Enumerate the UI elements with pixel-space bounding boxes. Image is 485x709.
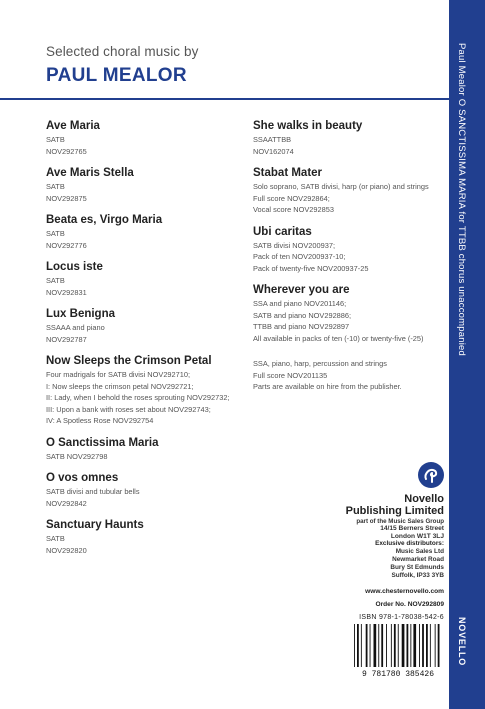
barcode-bar — [374, 624, 377, 667]
isbn: ISBN 978-1-78038-542-6 — [359, 614, 444, 621]
work-detail: NOV292765 — [46, 146, 87, 156]
barcode-bar — [435, 624, 436, 667]
work-title: She walks in beauty — [253, 120, 363, 132]
work-title: Beata es, Virgo Maria — [46, 214, 163, 226]
work-entry — [253, 167, 443, 216]
publisher-name-line1: Novello — [404, 493, 444, 505]
work-detail: SATB — [46, 229, 65, 238]
hire-note — [253, 358, 443, 393]
work-title: Locus iste — [46, 261, 103, 273]
barcode-bar — [419, 624, 420, 667]
work-detail: SATB — [46, 276, 65, 285]
header-rule — [0, 98, 449, 100]
work-detail: SSA and piano NOV201146; — [253, 299, 347, 308]
work-detail: SATB divisi NOV200937; — [253, 240, 336, 250]
work-detail: I: Now sleeps the crimson petal NOV292721; — [46, 381, 194, 391]
distributor-line: Music Sales Ltd — [395, 548, 444, 555]
novello-logo-icon — [418, 462, 444, 488]
barcode-bar — [407, 624, 409, 667]
barcode-bar — [391, 624, 392, 667]
work-title: Sanctuary Haunts — [46, 519, 144, 531]
distributors-heading: Exclusive distributors: — [375, 540, 444, 547]
work-detail: SATB NOV292798 — [46, 451, 108, 461]
work-entry — [253, 120, 443, 157]
note-line: Parts are available on hire from the publisher. — [253, 382, 402, 391]
publisher-address-2: London W1T 3LJ — [390, 533, 444, 540]
publisher-address-1: 14/15 Berners Street — [380, 525, 444, 532]
work-detail: SATB — [46, 182, 65, 191]
work-title: Lux Benigna — [46, 308, 116, 320]
work-detail: III: Upon a bank with roses set about NOV292743; — [46, 404, 211, 414]
work-entry — [46, 308, 256, 345]
work-detail: IV: A Spotless Rose NOV292754 — [46, 416, 154, 425]
barcode-bar — [402, 624, 405, 667]
works-right-column — [253, 120, 443, 393]
work-detail: Pack of twenty-five NOV200937-25 — [253, 263, 369, 273]
work-entry — [46, 120, 256, 157]
spine-brand: NOVELLO — [457, 617, 467, 667]
barcode-bar — [370, 624, 371, 667]
work-detail: NOV292831 — [46, 287, 87, 297]
work-title: O Sanctissima Maria — [46, 436, 159, 449]
barcode-bar — [357, 624, 359, 667]
work-title: Ubi caritas — [253, 225, 312, 238]
barcode-bar — [398, 624, 399, 667]
work-detail: SATB — [46, 135, 65, 144]
work-entry — [46, 167, 256, 204]
work-title: Stabat Mater — [253, 167, 323, 179]
work-entry — [46, 261, 256, 298]
distributor-line: Suffolk, IP33 3YB — [391, 572, 444, 579]
work-detail: All available in packs of ten (-10) or twenty-five (-25) — [253, 333, 424, 343]
work-detail: SATB divisi and tubular bells — [46, 487, 140, 496]
work-detail: SATB — [46, 534, 65, 543]
work-entry — [46, 214, 256, 251]
barcode-bar — [354, 624, 355, 667]
work-detail: II: Lady, when I behold the roses sprouting NOV292732; — [46, 393, 230, 402]
barcode-bar — [413, 624, 416, 667]
work-entry — [253, 284, 443, 344]
work-entry — [46, 437, 256, 463]
distributor-line: Newmarket Road — [392, 556, 444, 563]
spine-sidebar — [449, 0, 485, 709]
work-detail: Four madrigals for SATB divisi NOV292710; — [46, 370, 191, 379]
note-line: SSA, piano, harp, percussion and strings — [253, 359, 387, 368]
work-detail: NOV292875 — [46, 193, 87, 203]
work-detail: SSAATTBB — [253, 135, 292, 144]
header — [46, 44, 426, 87]
distributor-line: Bury St Edmunds — [390, 564, 444, 571]
work-title: Now Sleeps the Crimson Petal — [46, 355, 212, 367]
work-entry — [46, 519, 256, 556]
work-detail: NOV292820 — [46, 545, 87, 555]
work-title: Ave Maris Stella — [46, 167, 134, 179]
work-title: Wherever you are — [253, 284, 350, 296]
barcode-bar — [430, 624, 431, 667]
publisher-name-line2: Publishing Limited — [345, 505, 444, 517]
note-line: Full score NOV201135 — [253, 370, 328, 380]
barcode-bar — [381, 624, 383, 667]
work-detail: Vocal score NOV292853 — [253, 205, 334, 214]
barcode — [350, 624, 446, 678]
barcode-bar — [378, 624, 379, 667]
barcode-bar — [410, 624, 411, 667]
barcode-bar — [394, 624, 396, 667]
work-detail: NOV292776 — [46, 240, 87, 250]
works-left-column — [46, 120, 256, 566]
publisher-website: www.chesternovello.com — [365, 588, 444, 595]
header-subtitle: Selected choral music by — [46, 44, 199, 59]
work-detail: NOV292842 — [46, 498, 87, 508]
barcode-digits: 9 781780 385426 — [361, 670, 435, 678]
composer-name: PAUL MEALOR — [46, 65, 187, 86]
work-entry — [253, 226, 443, 275]
spine-title: Paul Mealor O SANCTISSIMA MARIA for TTBB chorus unaccompanied — [456, 43, 467, 356]
work-detail: NOV292787 — [46, 334, 87, 344]
order-number: Order No. NOV292809 — [375, 601, 444, 608]
barcode-bar — [366, 624, 368, 667]
work-detail: SSAAA and piano — [46, 323, 105, 332]
work-detail: SATB and piano NOV292886; — [253, 310, 352, 320]
work-detail: Full score NOV292864; — [253, 193, 330, 203]
barcode-bar — [438, 624, 440, 667]
barcode-bar — [361, 624, 362, 667]
work-entry — [46, 472, 256, 509]
barcode-bar — [426, 624, 428, 667]
work-detail: Pack of ten NOV200937-10; — [253, 252, 346, 261]
barcode-bar — [386, 624, 387, 667]
work-detail: NOV162074 — [253, 146, 294, 156]
barcode-bar — [422, 624, 424, 667]
work-detail: TTBB and piano NOV292897 — [253, 322, 350, 331]
work-detail: Solo soprano, SATB divisi, harp (or piano) and strings — [253, 182, 429, 191]
work-title: O vos omnes — [46, 472, 119, 484]
work-entry — [46, 355, 256, 427]
publisher-group: part of the Music Sales Group — [356, 518, 444, 525]
work-title: Ave Maria — [46, 120, 100, 132]
